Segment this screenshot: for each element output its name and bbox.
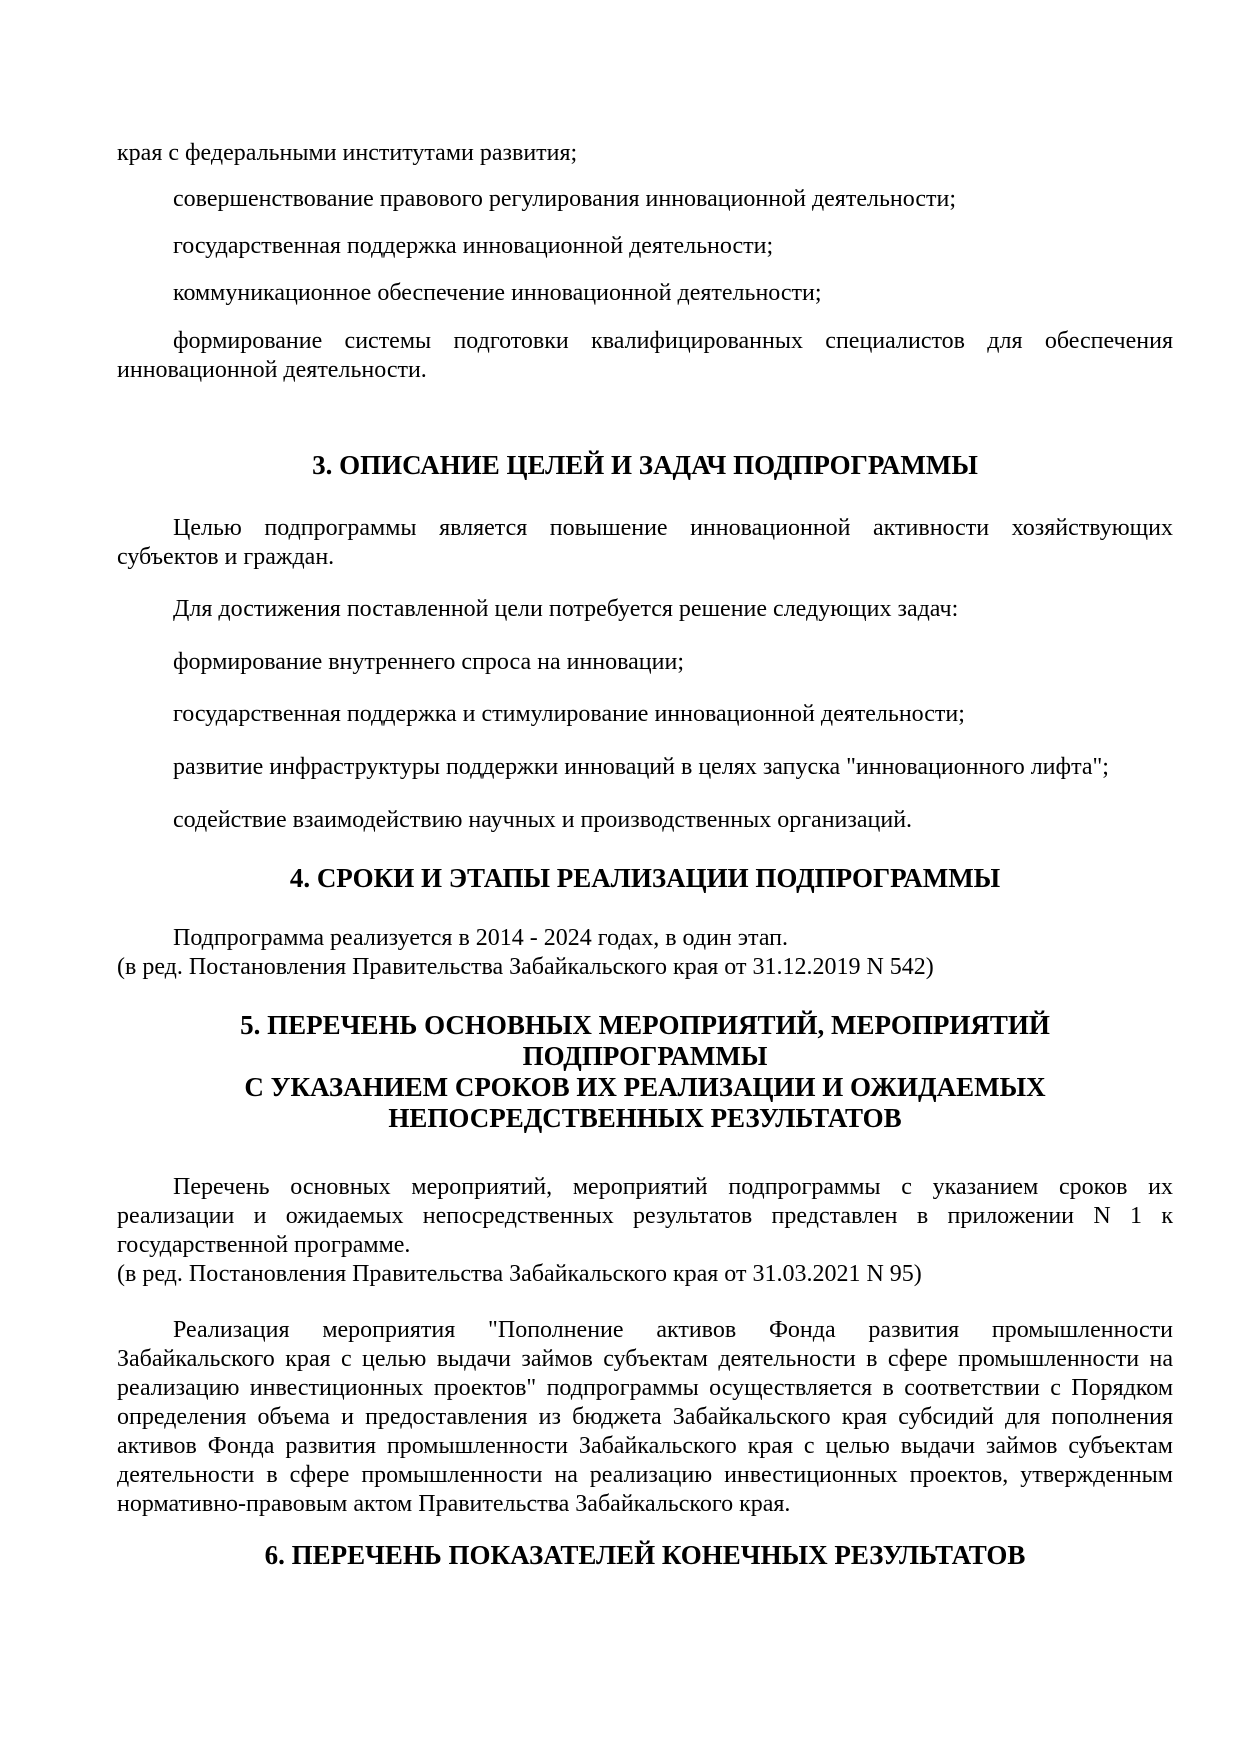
section-5-paragraph-2: Реализация мероприятия "Пополнение активов Фонда развития промышленности Забайкальского края с целью выдачи займов субъектам деятельности в сфере промышленности на реализацию инвестиционных проектов" подпрограммы осуществляется в соответствии с Порядком определения объема и предоставления из бюджета Забайкальского края субсидий для пополнения активов Фонда развития промышленности Забайкальского края с целью выдачи займов субъектам деятельности в сфере промышленности на реализацию инвестиционных проектов, утвержденным нормативно-правовым актом Правительства Забайкальского края. [117,1317,1173,1517]
section-5-heading-line-3: С УКАЗАНИЕМ СРОКОВ ИХ РЕАЛИЗАЦИИ И ОЖИДАЕМЫХ [244,1072,1046,1102]
section-5-heading [117,1010,1173,1134]
section-3-paragraph-4: государственная поддержка и стимулирование инновационной деятельности; [173,701,965,727]
section-5-heading-line-2: ПОДПРОГРАММЫ [522,1041,768,1071]
section-3-paragraph-3: формирование внутреннего спроса на инновации; [173,649,685,675]
section-3-paragraph-2: Для достижения поставленной цели потребуется решение следующих задач: [173,596,959,622]
intro-paragraph-4: коммуникационное обеспечение инновационной деятельности; [173,280,822,306]
section-4-paragraph [117,924,1173,982]
section-5-note-1: (в ред. Постановления Правительства Забайкальского края от 31.03.2021 N 95) [117,1261,922,1287]
intro-paragraph-5: формирование системы подготовки квалифицированных специалистов для обеспечения инновационной деятельности. [117,328,1173,383]
section-5-heading-line-4: НЕПОСРЕДСТВЕННЫХ РЕЗУЛЬТАТОВ [388,1103,902,1133]
section-3-paragraph-1: Целью подпрограммы является повышение инновационной активности хозяйствующих субъектов и граждан. [117,515,1173,570]
section-5-paragraph-1: Перечень основных мероприятий, мероприятий подпрограммы с указанием сроков их реализации и ожидаемых непосредственных результатов представлен в приложении N 1 к государственной программе. [117,1174,1173,1258]
intro-paragraph-2: совершенствование правового регулирования инновационной деятельности; [173,186,956,212]
section-3-paragraph-5: развитие инфраструктуры поддержки инноваций в целях запуска "инновационного лифта"; [173,754,1109,780]
intro-paragraph-1: края с федеральными институтами развития; [117,140,578,166]
section-4-heading: 4. СРОКИ И ЭТАПЫ РЕАЛИЗАЦИИ ПОДПРОГРАММЫ [289,863,1001,893]
section-3-heading: 3. ОПИСАНИЕ ЦЕЛЕЙ И ЗАДАЧ ПОДПРОГРАММЫ [312,450,978,480]
section-4-text: Подпрограмма реализуется в 2014 - 2024 годах, в один этап. [173,925,789,951]
section-6-heading: 6. ПЕРЕЧЕНЬ ПОКАЗАТЕЛЕЙ КОНЕЧНЫХ РЕЗУЛЬТАТОВ [264,1540,1026,1570]
section-3-paragraph-6: содействие взаимодействию научных и производственных организаций. [173,807,913,833]
intro-paragraph-3: государственная поддержка инновационной деятельности; [173,233,774,259]
section-5-heading-line-1: 5. ПЕРЕЧЕНЬ ОСНОВНЫХ МЕРОПРИЯТИЙ, МЕРОПРИЯТИЙ [240,1010,1050,1040]
section-4-note: (в ред. Постановления Правительства Забайкальского края от 31.12.2019 N 542) [117,954,934,980]
